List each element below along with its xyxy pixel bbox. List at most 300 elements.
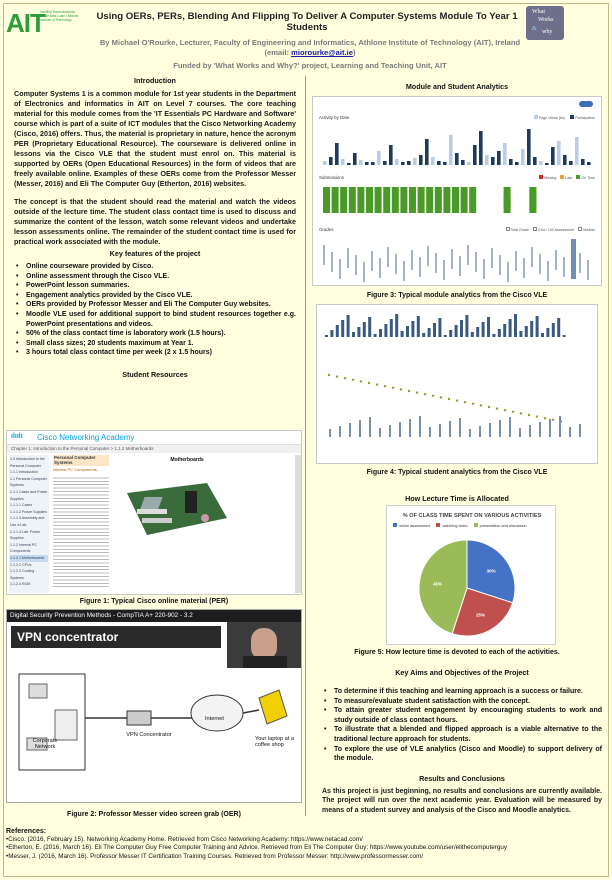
student-activity-bar bbox=[330, 330, 333, 337]
student-grade-bar bbox=[339, 426, 341, 437]
toc-item[interactable]: 1.1.1.3 Assembly and Use a Lab bbox=[10, 516, 45, 527]
student-grade-bar bbox=[509, 417, 511, 437]
video-banner: VPN concentrator bbox=[11, 626, 221, 648]
activity-bar bbox=[563, 155, 567, 165]
student-grade-bar bbox=[559, 416, 561, 437]
activity-bar bbox=[581, 159, 585, 165]
grade-bar bbox=[483, 259, 485, 279]
activity-bar bbox=[557, 141, 561, 165]
student-activity-bar bbox=[465, 315, 468, 337]
resources-heading: Student Resources bbox=[122, 369, 188, 379]
submission-bar bbox=[461, 187, 468, 213]
student-score-point bbox=[472, 403, 474, 405]
toc-item[interactable]: 1.1.1.2 Power Supplies bbox=[10, 509, 47, 514]
submission-bar bbox=[400, 187, 407, 213]
activity-bar bbox=[395, 159, 399, 165]
student-grade-bar bbox=[479, 426, 481, 437]
laptop-icon bbox=[259, 690, 287, 724]
student-activity-bar bbox=[325, 335, 328, 337]
toc-item[interactable]: 1.1 Personal Computer Systems bbox=[10, 476, 47, 488]
video-screenshot bbox=[6, 609, 302, 803]
toc-item[interactable]: 1.1.2.4 ROM bbox=[10, 582, 31, 587]
student-score-point bbox=[480, 404, 482, 406]
grade-bar bbox=[499, 255, 501, 275]
student-activity-bar bbox=[411, 321, 414, 337]
student-activity-bar bbox=[368, 317, 371, 337]
analytics-heading: Module and Student Analytics bbox=[405, 82, 509, 91]
student-activity-bar bbox=[336, 325, 339, 337]
email-line bbox=[60, 48, 560, 58]
student-grade-bar bbox=[359, 420, 361, 437]
author-block bbox=[60, 38, 560, 71]
submission-bar bbox=[375, 187, 382, 213]
analytics-toggle[interactable] bbox=[579, 101, 593, 107]
student-grade-bar bbox=[549, 419, 551, 437]
grades-chart bbox=[319, 235, 597, 283]
activity-bar bbox=[401, 162, 405, 165]
student-score-point bbox=[432, 395, 434, 397]
submission-bar bbox=[340, 187, 347, 213]
activity-bar bbox=[431, 157, 435, 165]
toc-item[interactable]: 1.1.1.1 Cases bbox=[10, 503, 33, 508]
ait-logo bbox=[6, 8, 78, 40]
grade-bar bbox=[491, 248, 493, 268]
grade-bar bbox=[563, 257, 565, 277]
features-heading: Key features of the project bbox=[109, 249, 201, 258]
student-score-point bbox=[360, 380, 362, 382]
student-analytics-screenshot bbox=[316, 304, 598, 464]
submission-bar bbox=[409, 187, 416, 213]
video-title[interactable]: Digital Security Prevention Methods - CompTIA A+ 220-902 - 3.2 bbox=[7, 610, 301, 622]
pie-data-label: 25% bbox=[476, 612, 486, 618]
student-grade-bar bbox=[499, 420, 501, 437]
student-score-point bbox=[408, 390, 410, 392]
label-corporate-network: Corporate Network bbox=[32, 738, 58, 750]
reference-item: •Etherton, E. (2016, March 16). Eli The Computer Guy Free Computer Training and Advice. Retrieved from Eli The Computer Guy: https://www.youtube.com/user/elithecomputerguy bbox=[6, 844, 508, 852]
student-score-point bbox=[376, 383, 378, 385]
grade-bar bbox=[571, 239, 576, 279]
grade-bar bbox=[467, 245, 469, 265]
grade-bar bbox=[411, 250, 413, 270]
label-vpn-concentrator: VPN Concentrator bbox=[126, 732, 172, 738]
activity-bar bbox=[497, 151, 501, 165]
submission-bar bbox=[357, 187, 364, 213]
feature-item: • PowerPoint lesson summaries. bbox=[14, 281, 296, 291]
poster-title: Using OERs, PERs, Blending And Flipping To Deliver A Computer Systems Module To Year 1 Students bbox=[96, 11, 518, 33]
activity-bar bbox=[389, 145, 393, 165]
student-activity-bar bbox=[557, 318, 560, 337]
figure-2-caption: Figure 2: Professor Messer video screen grab (OER) bbox=[67, 811, 241, 818]
cisco-text-pane bbox=[53, 455, 109, 593]
student-grade-bar bbox=[379, 428, 381, 437]
student-activity-bar bbox=[460, 320, 463, 337]
grade-bar bbox=[371, 251, 373, 271]
cisco-text-lines bbox=[53, 475, 109, 587]
grade-bar bbox=[355, 255, 357, 275]
student-grade-bar bbox=[519, 428, 521, 437]
legend-participation: Participation bbox=[575, 116, 595, 120]
student-activity-bar bbox=[390, 319, 393, 337]
student-grade-bar bbox=[409, 419, 411, 437]
pie-legend-label: watching video bbox=[442, 524, 468, 528]
references-list bbox=[6, 836, 606, 861]
student-activity-bar bbox=[341, 320, 344, 337]
activity-bar bbox=[419, 155, 423, 165]
activity-bar bbox=[455, 153, 459, 165]
student-grade-bar bbox=[329, 429, 331, 437]
cisco-logo-icon: ılıılı bbox=[11, 433, 23, 440]
activity-bar bbox=[491, 157, 495, 165]
grade-bar bbox=[347, 248, 349, 268]
what-works-logo bbox=[526, 6, 564, 40]
references-heading: References: bbox=[6, 828, 47, 835]
ait-logo-caption: Institiúid Teicneolaíochta Bhaile Átha Luain / Athlone Institute of Technology bbox=[40, 10, 79, 22]
internet-cloud bbox=[191, 695, 243, 731]
student-grade-bar bbox=[569, 427, 571, 437]
pie-legend-item bbox=[393, 524, 430, 528]
label-laptop: Your laptop at a coffee shop bbox=[255, 736, 294, 748]
student-grade-bar bbox=[349, 423, 351, 437]
pie-chart bbox=[387, 532, 557, 644]
student-activity-bar bbox=[498, 329, 501, 337]
feature-item: • Engagement analytics provided by the Cisco VLE. bbox=[14, 291, 296, 301]
student-activity-bar bbox=[546, 328, 549, 337]
legend-late: Late bbox=[565, 176, 573, 180]
student-activity-bar bbox=[563, 335, 566, 337]
toc-item[interactable]: 1.1.1 Introduction bbox=[10, 470, 38, 475]
student-score-point bbox=[504, 409, 506, 411]
aim-item: • To explore the use of VLE analytics (Cisco and Moodle) to support delivery of the module. bbox=[322, 745, 602, 764]
activity-bar bbox=[413, 158, 417, 165]
activity-bar bbox=[545, 163, 549, 165]
activity-bar bbox=[371, 162, 375, 165]
student-score-point bbox=[464, 401, 466, 403]
presenter-video bbox=[227, 622, 301, 668]
grade-bar bbox=[427, 246, 429, 266]
student-grade-bar bbox=[419, 416, 421, 437]
student-activity-bar bbox=[384, 324, 387, 337]
author-line: By Michael O'Rourke, Lecturer, Faculty of Engineering and Informatics, Athlone Institute of Technology (AIT), Ireland bbox=[99, 38, 521, 47]
activity-bar bbox=[365, 162, 369, 165]
student-activity-bar bbox=[363, 322, 366, 337]
activity-bar bbox=[407, 161, 411, 165]
grades-title: Grades bbox=[319, 227, 334, 232]
toc-item[interactable]: 1.1.2.3 Cooling Systems bbox=[10, 569, 35, 580]
student-score-point bbox=[392, 387, 394, 389]
legend-total-grade: Total Grade bbox=[510, 228, 530, 232]
pie-legend-item bbox=[474, 524, 527, 528]
pie-data-label: 30% bbox=[486, 568, 496, 574]
activity-bar bbox=[515, 162, 519, 165]
student-score-point bbox=[368, 382, 370, 384]
left-column bbox=[14, 76, 296, 383]
results-heading: Results and Conclusions bbox=[419, 773, 505, 783]
activity-bar bbox=[425, 139, 429, 165]
legend-on-time: On Time bbox=[581, 176, 595, 180]
feature-item: • Small class sizes; 20 students maximum at Year 1. bbox=[14, 339, 296, 349]
grade-bar bbox=[555, 250, 557, 270]
pie-legend-swatch bbox=[436, 523, 440, 527]
activity-bar bbox=[575, 137, 579, 165]
submission-bar bbox=[529, 187, 536, 213]
lecture-heading: How Lecture Time is Allocated bbox=[405, 494, 509, 503]
student-score-point bbox=[456, 399, 458, 401]
student-score-point bbox=[512, 411, 514, 413]
toc-item[interactable]: 1.1.2 Internal PC Components bbox=[10, 542, 37, 554]
submissions-chart bbox=[319, 185, 597, 217]
toc-item[interactable]: 1.0 Introduction to the Personal Computer bbox=[10, 457, 45, 468]
submission-bar bbox=[443, 187, 450, 213]
student-activity-bar bbox=[487, 317, 490, 337]
cisco-toc bbox=[9, 455, 49, 593]
toc-item[interactable]: 1.1.1 Cases and Power Supplies bbox=[10, 489, 48, 501]
legend-grid: Grid / 100 Assessment bbox=[538, 228, 575, 232]
email-suffix: ) bbox=[352, 48, 356, 57]
submission-bar bbox=[366, 187, 373, 213]
student-score-point bbox=[384, 385, 386, 387]
feature-item: • Moodle VLE used for additional support to bind student resources together e.g. PowerPoint presentations and videos. bbox=[14, 310, 296, 329]
student-activity-bar bbox=[530, 321, 533, 337]
feature-item: • Online assessment through the Cisco VLE. bbox=[14, 272, 296, 282]
student-activity-bar bbox=[482, 322, 485, 337]
cisco-scrollbar[interactable] bbox=[295, 455, 301, 593]
cisco-image-pane bbox=[117, 457, 237, 557]
student-score-point bbox=[544, 417, 546, 419]
grade-bar bbox=[539, 254, 541, 274]
activity-bar bbox=[359, 160, 363, 165]
grade-bar bbox=[579, 253, 581, 273]
logo-word-2: Works bbox=[538, 17, 554, 23]
student-activity-bar bbox=[536, 316, 539, 337]
feature-item: • OERs provided by Professor Messer and Eli The Computer Guy websites. bbox=[14, 300, 296, 310]
activity-chart bbox=[319, 123, 597, 167]
grade-bar bbox=[587, 260, 589, 280]
submissions-legend bbox=[539, 175, 595, 180]
activity-bar bbox=[467, 162, 471, 165]
aim-item: • To illustrate that a blended and flipped approach is a viable alternative to the traditional lecture approach for students. bbox=[322, 725, 602, 744]
ait-logo-text: AIT bbox=[6, 8, 45, 38]
submission-bar bbox=[504, 195, 511, 207]
activity-bar bbox=[329, 157, 333, 165]
student-activity-bar bbox=[449, 330, 452, 337]
student-score-point bbox=[400, 388, 402, 390]
toc-item[interactable]: 1.1.1.4 Lab: Power Supplies bbox=[10, 529, 41, 541]
grades-legend bbox=[506, 227, 595, 232]
grade-bar bbox=[531, 247, 533, 267]
grade-bar bbox=[331, 252, 333, 272]
motherboard-title: Motherboards bbox=[170, 457, 204, 463]
student-score-point bbox=[448, 398, 450, 400]
results-text: As this project is just beginning, no results and conclusions are currently available. The project will run over the next academic year. Evaluation will be measured by means of a student survey and analysis of the Cisco and Moodle analytics. bbox=[322, 787, 602, 814]
student-score-point bbox=[488, 406, 490, 408]
pie-title: % OF CLASS TIME SPENT ON VARIOUS ACTIVITIES bbox=[402, 513, 542, 519]
pie-chart-box bbox=[386, 505, 556, 645]
aim-item: • To measure/evaluate student satisfaction with the concept. bbox=[322, 697, 602, 707]
student-grade-bar bbox=[439, 424, 441, 437]
grade-bar bbox=[323, 245, 325, 265]
submission-bar bbox=[349, 187, 356, 213]
grade-bar bbox=[523, 258, 525, 278]
student-grade-bar bbox=[469, 429, 471, 437]
student-activity-bar bbox=[552, 323, 555, 337]
student-activity-bar bbox=[455, 325, 458, 337]
grade-bar bbox=[547, 261, 549, 281]
cisco-breadcrumb[interactable]: Chapter 1: Introduction to the Personal Computer > 1.1.2 Motherboards bbox=[7, 445, 301, 453]
student-grade-bar bbox=[529, 425, 531, 437]
student-grade-bar bbox=[579, 424, 581, 437]
activity-bar bbox=[533, 157, 537, 165]
figure-3-caption: Figure 3: Typical module analytics from the Cisco VLE bbox=[366, 292, 548, 299]
student-activity-bar bbox=[525, 326, 528, 337]
activity-bar bbox=[461, 160, 465, 165]
student-grade-bar bbox=[429, 427, 431, 437]
activity-bar bbox=[347, 163, 351, 165]
activity-bar bbox=[551, 147, 555, 165]
student-score-point bbox=[424, 393, 426, 395]
email-link[interactable]: miorourke@ait.ie bbox=[291, 48, 353, 57]
activity-bar bbox=[509, 159, 513, 165]
student-activity-bar bbox=[422, 333, 425, 337]
student-activity-bar bbox=[492, 334, 495, 337]
pie-legend-swatch bbox=[474, 523, 478, 527]
student-grade-bar bbox=[389, 425, 391, 437]
student-grade-bar bbox=[399, 422, 401, 437]
aim-item: • To determine if this teaching and learning approach is a success or failure. bbox=[322, 687, 602, 697]
student-grade-bar bbox=[449, 421, 451, 437]
student-score-point bbox=[328, 374, 330, 376]
activity-bar bbox=[539, 161, 543, 165]
vpn-concentrator-device bbox=[127, 711, 151, 725]
activity-bar bbox=[449, 135, 453, 165]
grade-bar bbox=[451, 249, 453, 269]
toc-item[interactable]: 1.1.2.2 CPUs bbox=[10, 562, 32, 567]
figure-4-caption: Figure 4: Typical student analytics from the Cisco VLE bbox=[366, 469, 548, 476]
student-activity-bar bbox=[438, 318, 441, 337]
pie-legend-label: presentation and discussion bbox=[479, 524, 527, 528]
student-activity-bar bbox=[519, 331, 522, 337]
cisco-screenshot bbox=[6, 430, 302, 595]
cisco-brand: Cisco Networking Academy bbox=[37, 433, 135, 442]
student-score-point bbox=[344, 377, 346, 379]
student-grade-bar bbox=[459, 418, 461, 437]
aims-list bbox=[322, 687, 602, 764]
student-activity-bar bbox=[395, 314, 398, 337]
student-score-point bbox=[528, 414, 530, 416]
submission-bar bbox=[392, 187, 399, 213]
pie-legend-swatch bbox=[393, 523, 397, 527]
module-analytics-screenshot bbox=[312, 96, 602, 286]
student-score-point bbox=[336, 375, 338, 377]
submission-bar bbox=[469, 187, 476, 213]
grade-bar bbox=[363, 262, 365, 282]
grade-bar bbox=[507, 262, 509, 282]
column-divider bbox=[305, 76, 306, 816]
student-score-point bbox=[416, 391, 418, 393]
grade-bar bbox=[515, 251, 517, 271]
activity-bar bbox=[521, 149, 525, 165]
student-score-point bbox=[352, 379, 354, 381]
student-grade-bar bbox=[539, 422, 541, 437]
activity-title: Activity by Date bbox=[319, 115, 350, 120]
reference-item: •Messer, J. (2016, March 16). Professor Messer IT Certification Training Courses. Retrieved from Professor Messer: http://www.professormesser.com/ bbox=[6, 852, 424, 860]
student-score-point bbox=[536, 415, 538, 417]
grade-bar bbox=[339, 259, 341, 279]
student-activity-bar bbox=[406, 326, 409, 337]
activity-bar bbox=[587, 162, 591, 165]
activity-bar bbox=[353, 153, 357, 165]
legend-median: Median bbox=[583, 228, 595, 232]
cisco-subsection-title: Internal PC Components bbox=[53, 467, 97, 473]
activity-legend bbox=[534, 115, 595, 120]
activity-bar bbox=[473, 145, 477, 165]
submissions-title: Submissions bbox=[319, 175, 344, 180]
feature-item: • Online courseware provided by Cisco. bbox=[14, 262, 296, 272]
logo-word-3: & bbox=[532, 26, 537, 32]
references bbox=[6, 828, 606, 861]
student-score-point bbox=[496, 407, 498, 409]
activity-bar bbox=[383, 161, 387, 165]
student-grade-bar bbox=[489, 423, 491, 437]
legend-page-views: Page Views (Av) bbox=[538, 116, 566, 120]
intro-paragraph-1: Computer Systems 1 is a common module for 1st year students in the Department of Electronics and informatics in AIT on Level 7 courses. The core teaching material for this module comes from the 'IT Essentials PC Hardware and Software' course which is part of a suite of ICT modules that the Cisco Networking Academy (Cisco, 2016) offers. Thus, the material is proprietary in nature, hence the acronym PER (Proprietary Educational Resource). The courseware is delivered online in lessons via the Cisco VLE that the student must enrol on. This material is supported by OERs (Open Educational Resources) in the form of videos that are freely available online. Examples of these OERs come from the Professor Messer (Messer, 2016) and Eli The Computer Guy (Etherton, 2016) websites. bbox=[14, 89, 296, 188]
grade-bar bbox=[435, 253, 437, 273]
activity-bar bbox=[335, 143, 339, 165]
student-activity-bar bbox=[509, 319, 512, 337]
student-activity-bar bbox=[417, 316, 420, 337]
grade-bar bbox=[379, 258, 381, 278]
intro-paragraph-2: The concept is that the student should read the material and watch the videos outside of the lecture time. The student class contact time is used to discuss and summarize the content of the lesson, watch some relevant videos and undertake lesson assessments online. The remainder of the student contact time is used for practical work associated with the module. bbox=[14, 197, 296, 246]
pie-legend-item bbox=[436, 524, 467, 528]
submission-bar bbox=[418, 187, 425, 213]
activity-bar bbox=[443, 162, 447, 165]
student-activity-bar bbox=[471, 332, 474, 337]
grade-bar bbox=[443, 260, 445, 280]
student-score-point bbox=[520, 412, 522, 414]
cisco-topbar bbox=[7, 431, 301, 445]
grade-bar bbox=[395, 254, 397, 274]
pie-data-label: 45% bbox=[433, 581, 443, 587]
logo-word-1: What bbox=[532, 9, 545, 15]
reference-item: •Cisco. (2016, February 15). Networking Academy Home. Retrieved from Cisco Networking Academy: https://www.netacad.com/ bbox=[6, 836, 363, 844]
student-activity-bar bbox=[357, 327, 360, 337]
activity-bar bbox=[437, 161, 441, 165]
activity-bar bbox=[527, 129, 531, 165]
submission-bar bbox=[435, 187, 442, 213]
aims-heading: Key Aims and Objectives of the Project bbox=[395, 668, 529, 677]
student-activity-bar bbox=[352, 332, 355, 337]
student-grade-bar bbox=[369, 417, 371, 437]
aims-section bbox=[322, 668, 602, 815]
grade-bar bbox=[475, 252, 477, 272]
pie-legend bbox=[393, 523, 553, 528]
student-activity-bar bbox=[428, 328, 431, 337]
submission-bar bbox=[452, 187, 459, 213]
pie-legend-label: online assessment bbox=[399, 524, 431, 528]
submission-bar bbox=[323, 187, 330, 213]
grade-bar bbox=[459, 256, 461, 276]
student-activity-bar bbox=[347, 315, 350, 337]
student-score-point bbox=[440, 396, 442, 398]
student-activity-bar bbox=[433, 323, 436, 337]
activity-bar bbox=[503, 143, 507, 165]
grade-bar bbox=[387, 247, 389, 267]
student-activity-bar bbox=[476, 327, 479, 337]
grade-bar bbox=[419, 257, 421, 277]
legend-missing: Missing bbox=[544, 176, 557, 180]
toc-item[interactable]: 1.1.2.1 Motherboards bbox=[10, 555, 48, 562]
activity-bar bbox=[323, 161, 327, 165]
activity-bar bbox=[569, 161, 573, 165]
